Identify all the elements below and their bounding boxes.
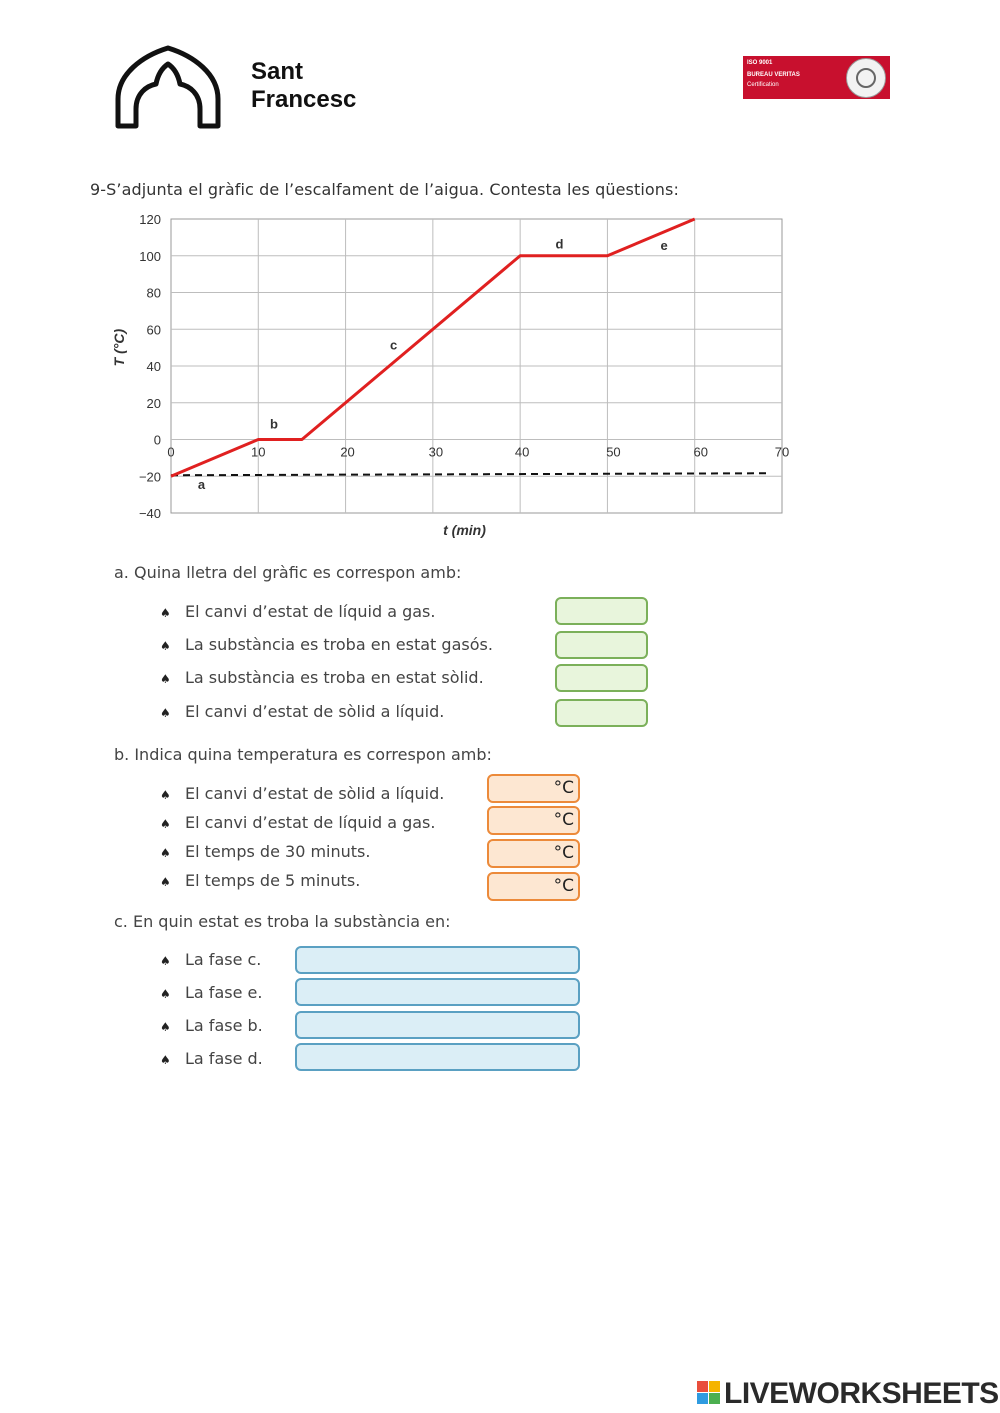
temperature-input-b1[interactable] <box>487 774 580 803</box>
section-a-item-1: El canvi d’estat de líquid a gas. <box>185 602 436 621</box>
bullet-icon: ♠ <box>160 788 171 802</box>
cert-line1: ISO 9001 <box>747 60 773 66</box>
answer-box-a4[interactable] <box>555 699 648 727</box>
cert-line2: BUREAU VERITAS <box>747 72 800 78</box>
section-b-item-2: El canvi d’estat de líquid a gas. <box>185 813 436 832</box>
section-b-item-3: El temps de 30 minuts. <box>185 842 371 861</box>
school-name <box>251 58 356 114</box>
bureau-veritas-seal-icon <box>846 58 886 98</box>
bullet-icon: ♠ <box>160 846 171 860</box>
bullet-icon: ♠ <box>160 954 171 968</box>
section-a-item-4: El canvi d’estat de sòlid a líquid. <box>185 702 445 721</box>
school-logo-icon <box>112 44 224 130</box>
x-tick-label: 10 <box>251 444 266 460</box>
unit-label: °C <box>553 778 574 798</box>
bullet-icon: ♠ <box>160 875 171 889</box>
segment-label: b <box>270 416 278 432</box>
unit-label: °C <box>553 810 574 830</box>
y-tick-label: −20 <box>138 469 161 485</box>
state-input-c1[interactable] <box>295 946 580 974</box>
y-tick-label: 40 <box>146 359 161 374</box>
section-b-item-1: El canvi d’estat de sòlid a líquid. <box>185 784 445 803</box>
bullet-icon: ♠ <box>160 706 171 720</box>
segment-label: a <box>197 477 206 493</box>
temperature-input-b2[interactable] <box>487 806 580 835</box>
section-c-title: c. En quin estat es troba la substància en: <box>114 912 451 931</box>
x-tick-label: 30 <box>428 444 444 460</box>
temperature-input-b3[interactable] <box>487 839 580 868</box>
bullet-icon: ♠ <box>160 606 171 620</box>
school-name-line1: Sant <box>251 58 304 85</box>
section-a-title: a. Quina lletra del gràfic es correspon amb: <box>114 563 462 582</box>
x-tick-label: 50 <box>606 444 621 460</box>
y-tick-label: 100 <box>139 248 161 264</box>
liveworksheets-logo-icon <box>697 1381 721 1405</box>
bullet-icon: ♠ <box>160 1020 171 1034</box>
section-c-item-3: La fase b. <box>185 1016 263 1035</box>
y-tick-label: 120 <box>139 212 161 227</box>
bullet-icon: ♠ <box>160 817 171 831</box>
liveworksheets-brand: LIVEWORKSHEETS <box>724 1377 999 1410</box>
state-input-c3[interactable] <box>295 1011 580 1039</box>
section-b-item-4: El temps de 5 minuts. <box>185 871 361 890</box>
school-name-line2: Francesc <box>251 86 357 113</box>
x-axis-label: t (min) <box>443 522 486 538</box>
section-c-item-1: La fase c. <box>185 950 262 969</box>
section-c-item-2: La fase e. <box>185 983 263 1002</box>
y-tick-label: 0 <box>153 432 161 448</box>
certification-badge <box>743 56 890 99</box>
x-tick-label: 60 <box>693 444 708 460</box>
temperature-input-b4[interactable] <box>487 872 580 901</box>
bullet-icon: ♠ <box>160 1053 171 1067</box>
segment-label: d <box>555 236 564 252</box>
answer-box-a1[interactable] <box>555 597 648 625</box>
y-tick-label: −40 <box>138 506 161 521</box>
y-tick-label: 80 <box>146 285 161 301</box>
x-tick-label: 70 <box>774 444 790 460</box>
bullet-icon: ♠ <box>160 639 171 653</box>
segment-label: c <box>389 337 398 353</box>
y-axis-label: T (°C) <box>111 328 127 367</box>
section-b-title: b. Indica quina temperatura es correspon amb: <box>114 745 492 764</box>
answer-box-a2[interactable] <box>555 631 648 659</box>
x-tick-label: 20 <box>340 444 355 460</box>
section-a-item-3: La substància es troba en estat sòlid. <box>185 668 484 687</box>
cert-line3: Certification <box>747 82 779 88</box>
state-input-c4[interactable] <box>295 1043 580 1071</box>
bullet-icon: ♠ <box>160 987 171 1001</box>
unit-label: °C <box>553 876 574 896</box>
heating-curve-chart <box>100 210 800 540</box>
answer-box-a3[interactable] <box>555 664 648 692</box>
question-title: 9-S’adjunta el gràfic de l’escalfament de l’aigua. Contesta les qüestions: <box>90 180 679 199</box>
state-input-c2[interactable] <box>295 978 580 1006</box>
y-tick-label: 20 <box>146 395 161 411</box>
x-tick-label: 40 <box>514 444 530 460</box>
section-a-item-2: La substància es troba en estat gasós. <box>185 635 493 654</box>
segment-label: e <box>660 238 668 254</box>
y-tick-label: 60 <box>146 322 161 338</box>
bullet-icon: ♠ <box>160 672 171 686</box>
x-tick-label: 0 <box>167 444 175 460</box>
unit-label: °C <box>553 843 574 863</box>
section-c-item-4: La fase d. <box>185 1049 263 1068</box>
